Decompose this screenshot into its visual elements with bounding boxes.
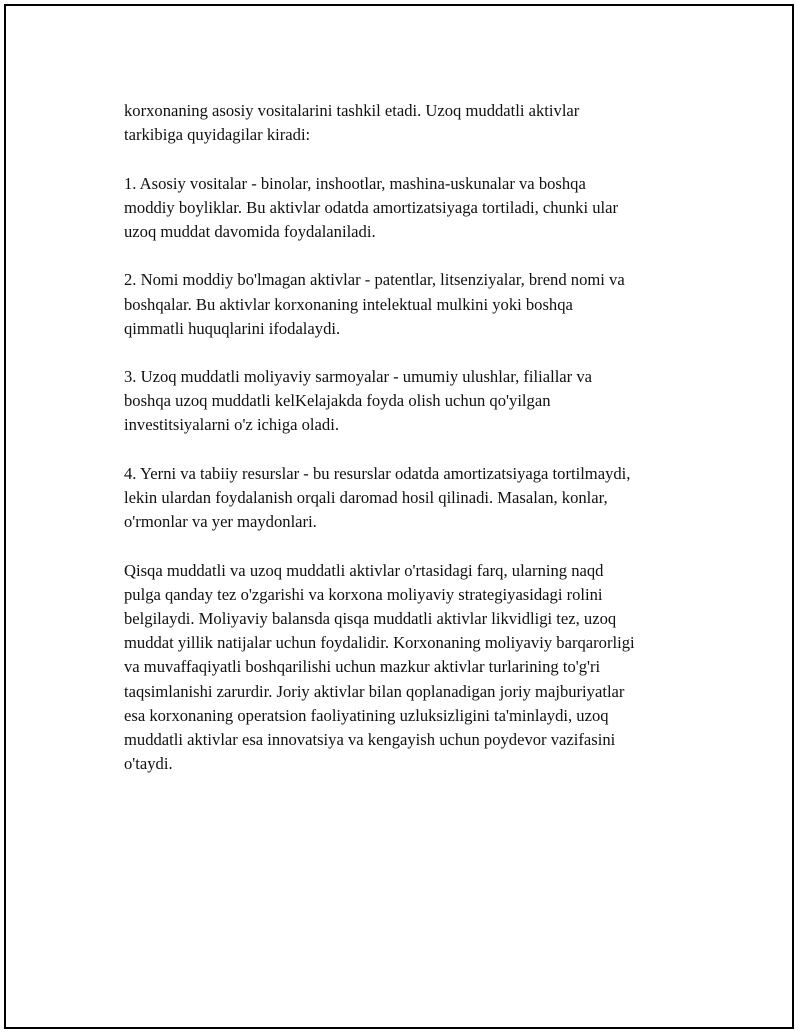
text-line: 3. Uzoq muddatli moliyaviy sarmoyalar - umumiy ulushlar, filiallar va xyxy=(124,367,593,387)
text-line: qimmatli huquqlarini ifodalaydi. xyxy=(124,318,341,338)
document-body xyxy=(124,99,704,776)
text-line: Qisqa muddatli va uzoq muddatli aktivlar o'rtasidagi farq, ularning naqd xyxy=(124,560,604,580)
text-line: o'taydi. xyxy=(124,754,173,774)
text-line: investitsiyalarni o'z ichiga oladi. xyxy=(124,415,339,435)
paragraph-gap xyxy=(124,341,704,365)
text-line: 4. Yerni va tabiiy resurslar - bu resurslar odatda amortizatsiyaga tortilmaydi, xyxy=(124,463,631,483)
text-line: muddatli aktivlar esa innovatsiya va kengayish uchun poydevor vazifasini xyxy=(124,729,616,749)
text-line: taqsimlanishi zarurdir. Joriy aktivlar bilan qoplanadigan joriy majburiyatlar xyxy=(124,681,625,701)
text-line: tarkibiga quyidagilar kiradi: xyxy=(124,125,311,145)
text-line: korxonaning asosiy vositalarini tashkil etadi. Uzoq muddatli aktivlar xyxy=(124,101,580,120)
text-line: boshqalar. Bu aktivlar korxonaning intelektual mulkini yoki boshqa xyxy=(124,294,573,314)
paragraph-item-1 xyxy=(124,172,704,245)
text-line: boshqa uzoq muddatli kelKelajakda foyda olish uchun qo'yilgan xyxy=(124,391,551,411)
text-line: uzoq muddat davomida foydalaniladi. xyxy=(124,221,376,241)
text-line: muddat yillik natijalar uchun foydalidir. Korxonaning moliyaviy barqarorligi xyxy=(124,633,635,653)
paragraph-item-2 xyxy=(124,268,704,341)
text-line: va muvaffaqiyatli boshqarilishi uchun mazkur aktivlar turlarining to'g'ri xyxy=(124,657,601,677)
paragraph-gap xyxy=(124,244,704,268)
paragraph-conclusion xyxy=(124,559,704,777)
text-line: esa korxonaning operatsion faoliyatining uzluksizligini ta'minlaydi, uzoq xyxy=(124,705,609,725)
page-frame xyxy=(4,4,794,1029)
paragraph-item-3 xyxy=(124,365,704,438)
paragraph-item-4 xyxy=(124,462,704,535)
text-line: pulga qanday tez o'zgarishi va korxona moliyaviy strategiyasidagi rolini xyxy=(124,584,603,604)
paragraph-gap xyxy=(124,147,704,171)
paragraph-intro xyxy=(124,99,704,147)
text-line: belgilaydi. Moliyaviy balansda qisqa muddatli aktivlar likvidligi tez, uzoq xyxy=(124,608,617,628)
text-line: moddiy boyliklar. Bu aktivlar odatda amortizatsiyaga tortiladi, chunki ular xyxy=(124,197,619,217)
text-line: o'rmonlar va yer maydonlari. xyxy=(124,512,317,532)
paragraph-gap xyxy=(124,534,704,558)
paragraph-gap xyxy=(124,438,704,462)
text-line: lekin ulardan foydalanish orqali daromad hosil qilinadi. Masalan, konlar, xyxy=(124,488,608,507)
text-line: 2. Nomi moddiy bo'lmagan aktivlar - patentlar, litsenziyalar, brend nomi va xyxy=(124,270,625,290)
text-line: 1. Asosiy vositalar - binolar, inshootlar, mashina-uskunalar va boshqa xyxy=(124,173,586,193)
